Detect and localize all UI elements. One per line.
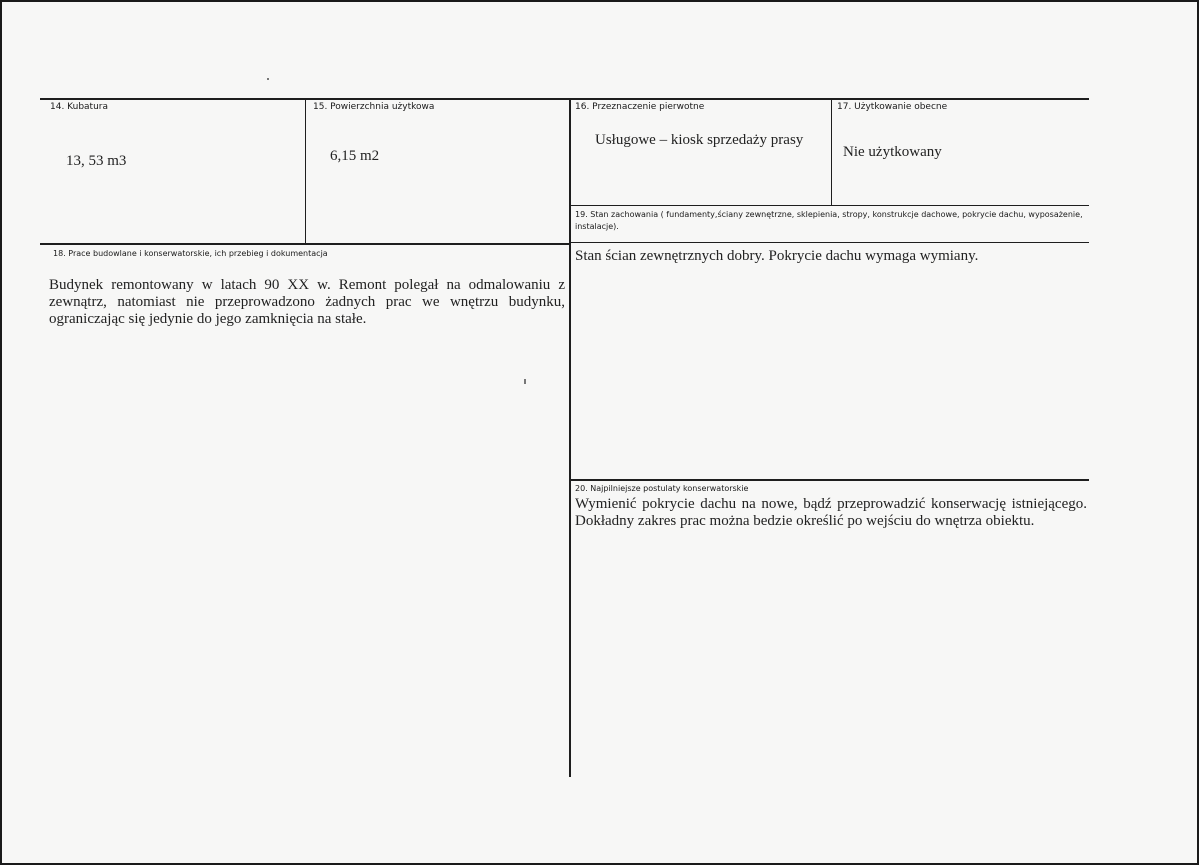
top-border-line: [40, 98, 1089, 100]
field-14-label: 14. Kubatura: [50, 102, 109, 112]
divider-center: [569, 99, 571, 777]
divider-17: [831, 99, 832, 206]
field-19-label: 19. Stan zachowania ( fundamenty,ściany zewnętrzne, sklepienia, stropy, konstrukcje dachowe, pokrycie dachu, wyposażenie, instalacje).: [575, 210, 1083, 231]
line-20-top: [569, 479, 1089, 481]
divider-15: [305, 99, 306, 244]
field-18-label: 18. Prace budowlane i konserwatorskie, ich przebieg i dokumentacja: [53, 249, 328, 258]
field-18-text: Budynek remontowany w latach 90 XX w. Remont polegał na odmalowaniu z zewnątrz, natomiast nie przeprowadzono żadnych prac we wnętrzu budynku, ograniczając się jedynie do jego zamknięcia na stałe.: [49, 277, 565, 327]
field-17-value: Nie użytkowany: [843, 144, 942, 160]
field-15-value: 6,15 m2: [330, 148, 380, 164]
field-20-text: Wymienić pokrycie dachu na nowe, bądź przeprowadzić konserwację istniejącego. Dokładny zakres prac można bedzie określić po wejściu do wnętrza obiektu.: [575, 496, 1087, 529]
line-18-top: [40, 243, 570, 245]
field-19-text: Stan ścian zewnętrznych dobry. Pokrycie dachu wymaga wymiany.: [575, 248, 979, 264]
field-20-label: 20. Najpilniejsze postulaty konserwatorskie: [575, 484, 749, 493]
scan-speck: [267, 78, 269, 80]
field-14-value: 13, 53 m3: [66, 153, 127, 169]
scan-speck: [524, 379, 526, 384]
field-16-value: Usługowe – kiosk sprzedaży prasy: [595, 132, 804, 148]
field-17-label: 17. Użytkowanie obecne: [837, 102, 948, 112]
line-19-top: [569, 205, 1089, 206]
field-15-label: 15. Powierzchnia użytkowa: [313, 102, 435, 112]
line-19-bottom: [569, 242, 1089, 243]
field-16-label: 16. Przeznaczenie pierwotne: [575, 102, 705, 112]
